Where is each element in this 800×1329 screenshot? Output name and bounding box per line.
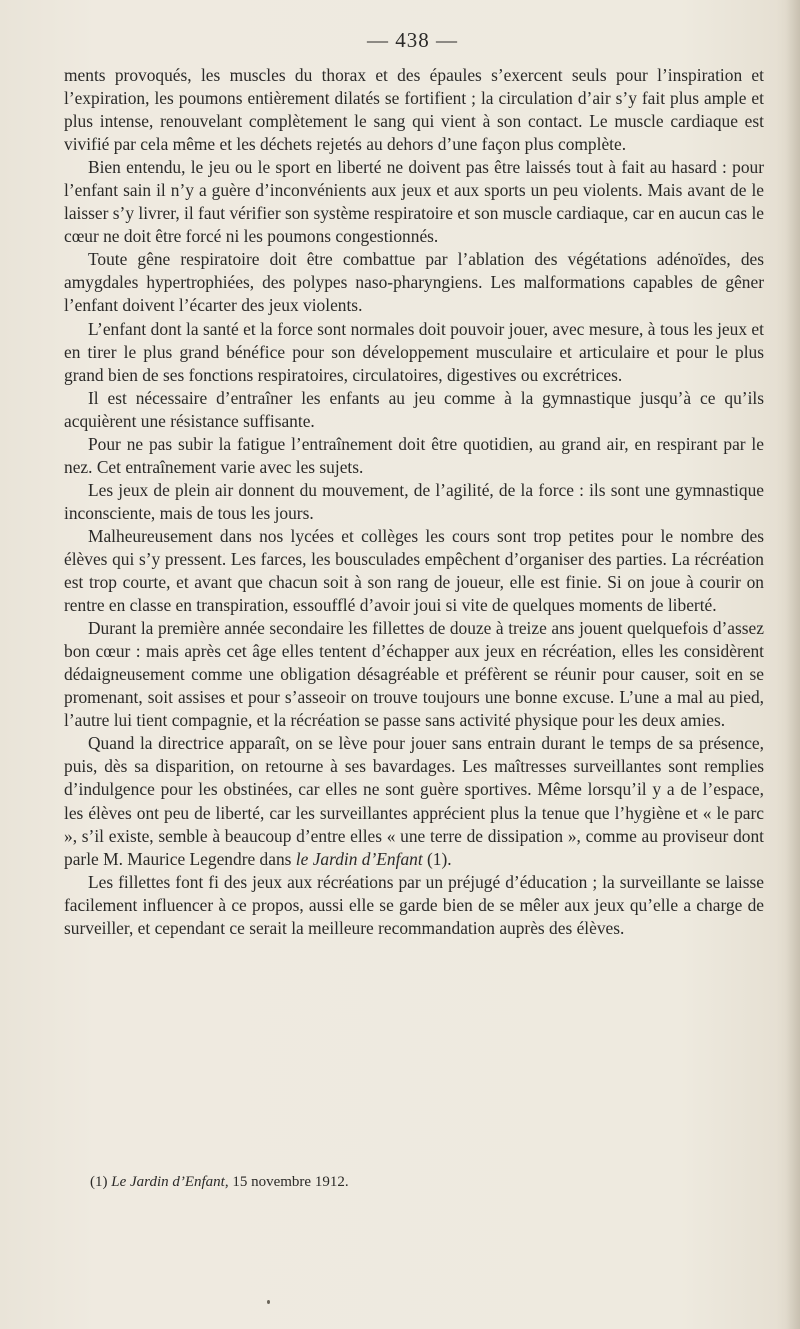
page-edge-shadow bbox=[786, 0, 800, 1329]
paragraph-5: Il est nécessaire d’entraîner les enfants au jeu comme à la gymnastique jusqu’à ce qu’ils acquièrent une résistance suffisante. bbox=[64, 387, 764, 431]
paragraph-11: Les fillettes font fi des jeux aux récréations par un préjugé d’éducation ; la surveillante se laisse facilement influencer à ce propos, aussi elle se garde bien de se mêler aux jeux qu’elle a charge de surveiller, et cependant ce serait la meilleure recommandation auprès des élèves. bbox=[64, 871, 764, 938]
paragraph-10-text: Quand la directrice apparaît, on se lève pour jouer sans entrain durant le temps de sa présence, puis, dès sa disparition, on retourne à ses bavardages. Les maîtresses surveillantes sont remplies d’indulgence pour les obstinées, car elles ne sont guère sportives. Même lorsqu’il y a de l’espace, les élèves ont peu de liberté, car les surveillantes apprécient plus la tenue que l’hygiène et « le parc », s’il existe, semble à beaucoup d’entre elles « une terre de dissipation », comme au proviseur dont parle M. Maurice Legendre dans bbox=[64, 733, 764, 869]
paragraph-1: ments provoqués, les muscles du thorax et des épaules s’exercent seuls pour l’inspiration et l’expiration, les poumons entièrement dilatés se fortifient ; la circulation d’air s’y fait plus ample et plus intense, renouvelant complètement le sang qui vient à son contact. Le muscle cardiaque est vivifié par cela même et les déchets rejetés au dehors d’une façon plus complète. bbox=[64, 65, 764, 155]
citation-suffix: (1). bbox=[422, 848, 452, 869]
paragraph-8: Malheureusement dans nos lycées et collèges les cours sont trop petites pour le nombre des élèves qui s’y pressent. Les farces, les bousculades empêchent d’organiser des parties. La récréation est trop courte, et avant que chacun soit à son rang de joueur, elle est finie. Si on joue à courir on rentre en classe en transpiration, essoufflé d’avoir joui si vite de quelques moments de liberté. bbox=[64, 525, 764, 616]
page-number: — 438 — bbox=[367, 28, 458, 52]
paragraph-7: Les jeux de plein air donnent du mouvement, de l’agilité, de la force : ils sont une gymnastique inconsciente, mais de tous les jours. bbox=[64, 479, 764, 523]
footnote bbox=[90, 1174, 349, 1191]
paragraph-6: Pour ne pas subir la fatigue l’entraînement doit être quotidien, au grand air, en respirant par le nez. Cet entraînement varie avec les sujets. bbox=[64, 433, 764, 477]
paragraph-10 bbox=[64, 732, 764, 870]
paragraph-3: Toute gêne respiratoire doit être combattue par l’ablation des végétations adénoïdes, des amygdales hypertrophiées, des polypes naso-pharyngiens. Les malformations capables de gêner l’enfant doivent l’écarter des jeux violents. bbox=[64, 249, 764, 316]
citation-title: le Jardin d’Enfant bbox=[295, 848, 423, 869]
ink-speck bbox=[267, 1300, 270, 1304]
paragraph-4: L’enfant dont la santé et la force sont normales doit pouvoir jouer, avec mesure, à tous les jeux et en tirer le plus grand bénéfice pour son développement musculaire et articulaire et pour le plus grand bien de ses fonctions respiratoires, circulatoires, digestives ou excrétrices. bbox=[64, 318, 764, 385]
paragraph-2: Bien entendu, le jeu ou le sport en liberté ne doivent pas être laissés tout à fait au hasard : pour l’enfant sain il n’y a guère d’inconvénients aux jeux et aux sports un peu violents. Mais avant de le laisser s’y livrer, il faut vérifier son système respiratoire et son muscle cardiaque, car en aucun cas le cœur ne doit être forcé ni les poumons congestionnés. bbox=[64, 157, 764, 247]
body-text bbox=[64, 64, 764, 940]
footnote-marker: (1) bbox=[90, 1174, 112, 1190]
paragraph-9: Durant la première année secondaire les fillettes de douze à treize ans jouent quelquefois d’assez bon cœur : mais après cet âge elles tentent d’échapper aux jeux en récréation, elles les considèrent dédaigneusement comme une obligation désagréable et préfèrent se réunir pour causer, soit en se promenant, soit assises et pour s’asseoir on trouve toujours une bonne excuse. L’une a mal au pied, l’autre lui tient compagnie, et la récréation se passe sans activité physique pour les deux amies. bbox=[64, 618, 764, 731]
footnote-date: , 15 novembre 1912. bbox=[224, 1174, 349, 1190]
footnote-title: Le Jardin d’Enfant bbox=[111, 1174, 225, 1190]
